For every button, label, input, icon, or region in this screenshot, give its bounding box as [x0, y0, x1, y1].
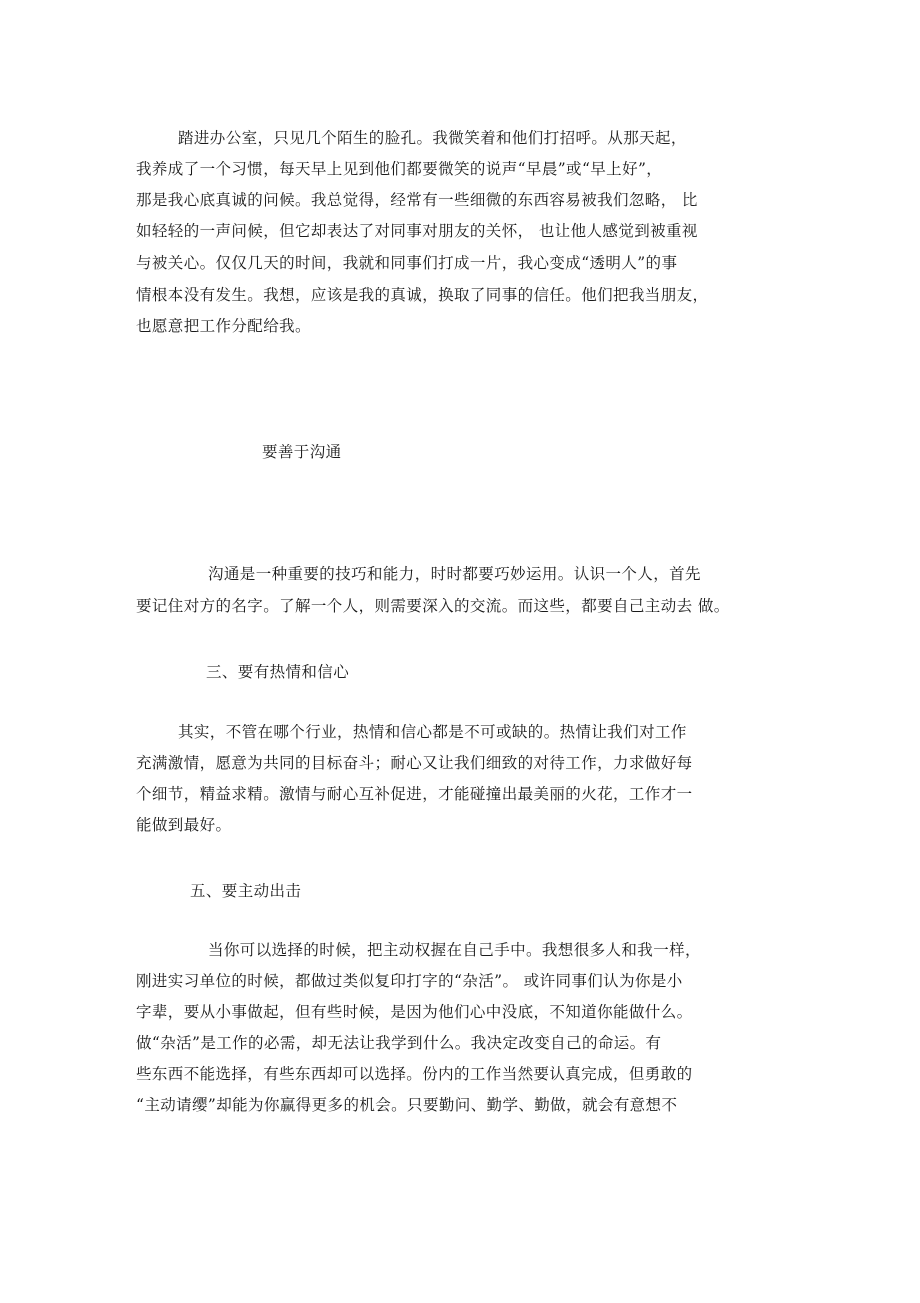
paragraph-1-line-2: 我养成了一个习惯，每天早上见到他们都要微笑的说声“早晨”或“早上好”，	[136, 160, 663, 178]
paragraph-2-line-1: 沟通是一种重要的技巧和能力，时时都要巧妙运用。认识一个人，首先	[208, 565, 701, 583]
paragraph-3-line-4: 能做到最好。	[136, 816, 232, 834]
paragraph-1-line-6: 情根本没有发生。我想，应该是我的真诚，换取了同事的信任。他们把我当朋友，	[136, 286, 709, 304]
paragraph-1-line-4: 如轻轻的一声问候，但它却表达了对同事对朋友的关怀， 也让他人感觉到被重视	[136, 222, 698, 240]
heading-3: 三、要有热情和信心	[206, 663, 350, 681]
paragraph-4-line-5: 些东西不能选择，有些东西却可以选择。份内的工作当然要认真完成，但勇敢的	[136, 1065, 693, 1083]
paragraph-2-line-2: 要记住对方的名字。了解一个人，则需要深入的交流。而这些，都要自己主动去 做。	[136, 597, 730, 615]
heading-5: 五、要主动出击	[190, 882, 302, 900]
paragraph-1-line-1: 踏进办公室，只见几个陌生的脸孔。我微笑着和他们打招呼。从那天起，	[178, 129, 687, 147]
paragraph-4-line-4: 做“杂活”是工作的必需，却无法让我学到什么。我决定改变自己的命运。有	[136, 1034, 662, 1052]
paragraph-4-line-3: 字辈，要从小事做起，但有些时候，是因为他们心中没底，不知道你能做什么。	[136, 1003, 693, 1021]
paragraph-1-line-3: 那是我心底真诚的问候。我总觉得，经常有一些细微的东西容易被我们忽略， 比	[136, 191, 698, 209]
paragraph-3-line-3: 个细节，精益求精。激情与耐心互补促进，才能碰撞出最美丽的火花，工作才一	[136, 785, 693, 803]
paragraph-4-line-2: 刚进实习单位的时候，都做过类似复印打字的“杂活”。 或许同事们认为你是小	[136, 972, 683, 990]
paragraph-1-line-5: 与被关心。仅仅几天的时间，我就和同事们打成一片，我心变成“透明人”的事	[136, 254, 678, 272]
paragraph-4-line-1: 当你可以选择的时候，把主动权握在自己手中。我想很多人和我一样，	[208, 941, 701, 959]
heading-communicate: 要善于沟通	[262, 443, 342, 461]
paragraph-3-line-2: 充满激情，愿意为共同的目标奋斗；耐心又让我们细致的对待工作，力求做好每	[136, 754, 693, 772]
paragraph-1-line-7: 也愿意把工作分配给我。	[136, 317, 311, 335]
paragraph-4-line-6: “主动请缨”却能为你赢得更多的机会。只要勤问、勤学、勤做，就会有意想不	[136, 1096, 678, 1114]
paragraph-3-line-1: 其实，不管在哪个行业，热情和信心都是不可或缺的。热情让我们对工作	[178, 723, 687, 741]
